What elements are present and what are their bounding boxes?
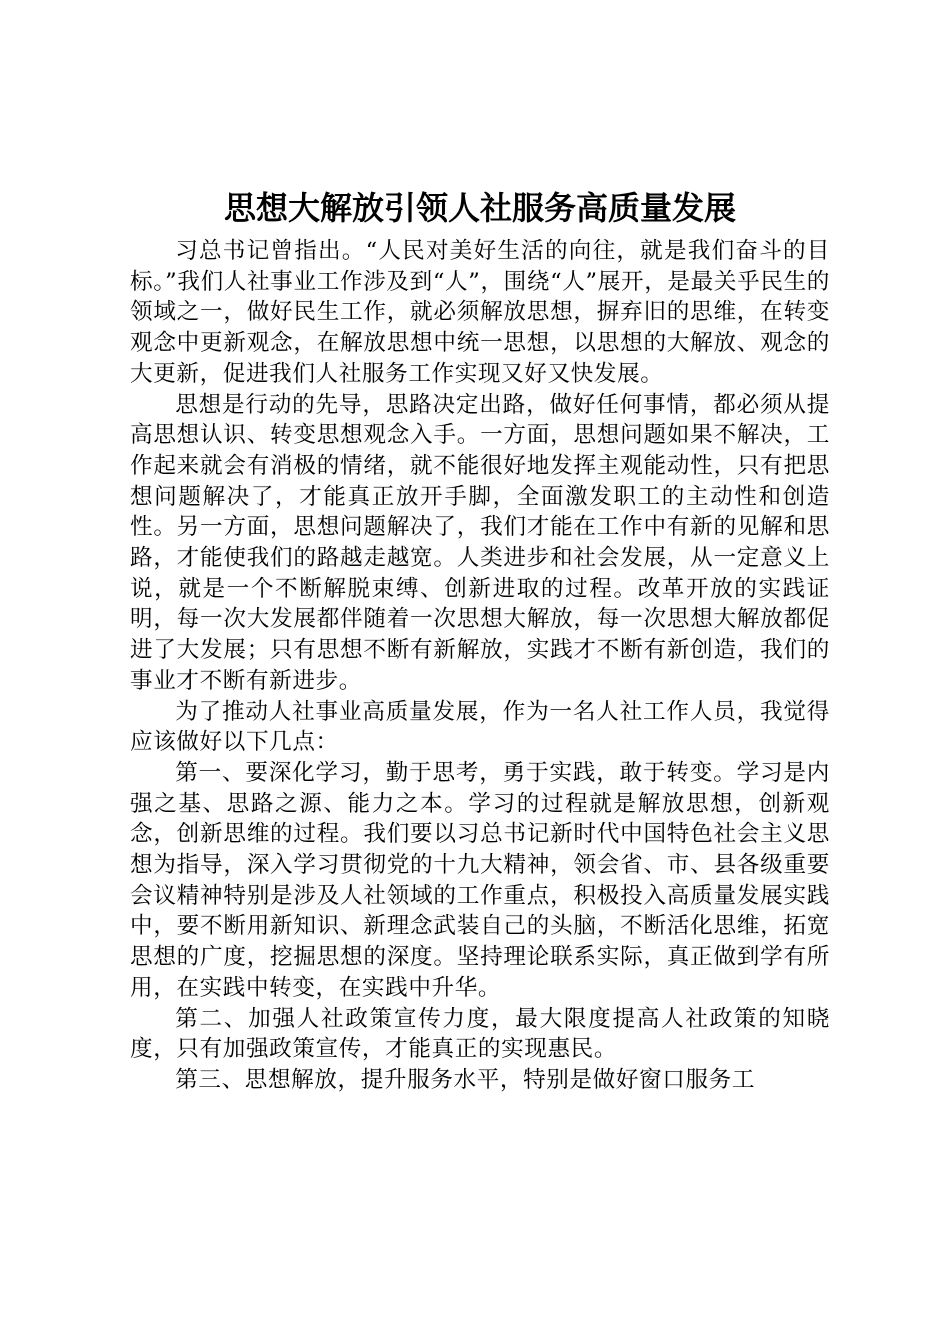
- document-page: [130, 184, 830, 1096]
- paragraph-5: 第二、加强人社政策宣传力度，最大限度提高人社政策的知晓度，只有加强政策宣传，才能真正的实现惠民。: [130, 1005, 830, 1063]
- paragraph-3: 为了推动人社事业高质量发展，作为一名人社工作人员，我觉得应该做好以下几点：: [130, 698, 830, 756]
- paragraph-1: 习总书记曾指出。“人民对美好生活的向往，就是我们奋斗的目标。”我们人社事业工作涉及到“人”，围绕“人”展开，是最关乎民生的领域之一，做好民生工作，就必须解放思想，摒弃旧的思维，在转变观念中更新观念，在解放思想中统一思想，以思想的大解放、观念的大更新，促进我们人社服务工作实现又好又快发展。: [130, 238, 830, 387]
- paragraph-4: 第一、要深化学习，勤于思考，勇于实践，敢于转变。学习是内强之基、思路之源、能力之本。学习的过程就是解放思想，创新观念，创新思维的过程。我们要以习总书记新时代中国特色社会主义思想为指导，深入学习贯彻党的十九大精神，领会省、市、县各级重要会议精神特别是涉及人社领域的工作重点，积极投入高质量发展实践中，要不断用新知识、新理念武装自己的头脑，不断活化思维，拓宽思想的广度，挖掘思想的深度。坚持理论联系实际，真正做到学有所用，在实践中转变，在实践中升华。: [130, 759, 830, 1001]
- document-title: 思想大解放引领人社服务高质量发展: [223, 189, 736, 227]
- paragraph-6: 第三、思想解放，提升服务水平，特别是做好窗口服务工: [175, 1066, 756, 1093]
- paragraph-2: 思想是行动的先导，思路决定出路，做好任何事情，都必须从提高思想认识、转变思想观念入手。一方面，思想问题如果不解决，工作起来就会有消极的情绪，就不能很好地发挥主观能动性，只有把思想问题解决了，才能真正放开手脚，全面激发职工的主动性和创造性。另一方面，思想问题解决了，我们才能在工作中有新的见解和思路，才能使我们的路越走越宽。人类进步和社会发展，从一定意义上说，就是一个不断解脱束缚、创新进取的过程。改革开放的实践证明，每一次大发展都伴随着一次思想大解放，每一次思想大解放都促进了大发展；只有思想不断有新解放，实践才不断有新创造，我们的事业才不断有新进步。: [130, 391, 830, 694]
